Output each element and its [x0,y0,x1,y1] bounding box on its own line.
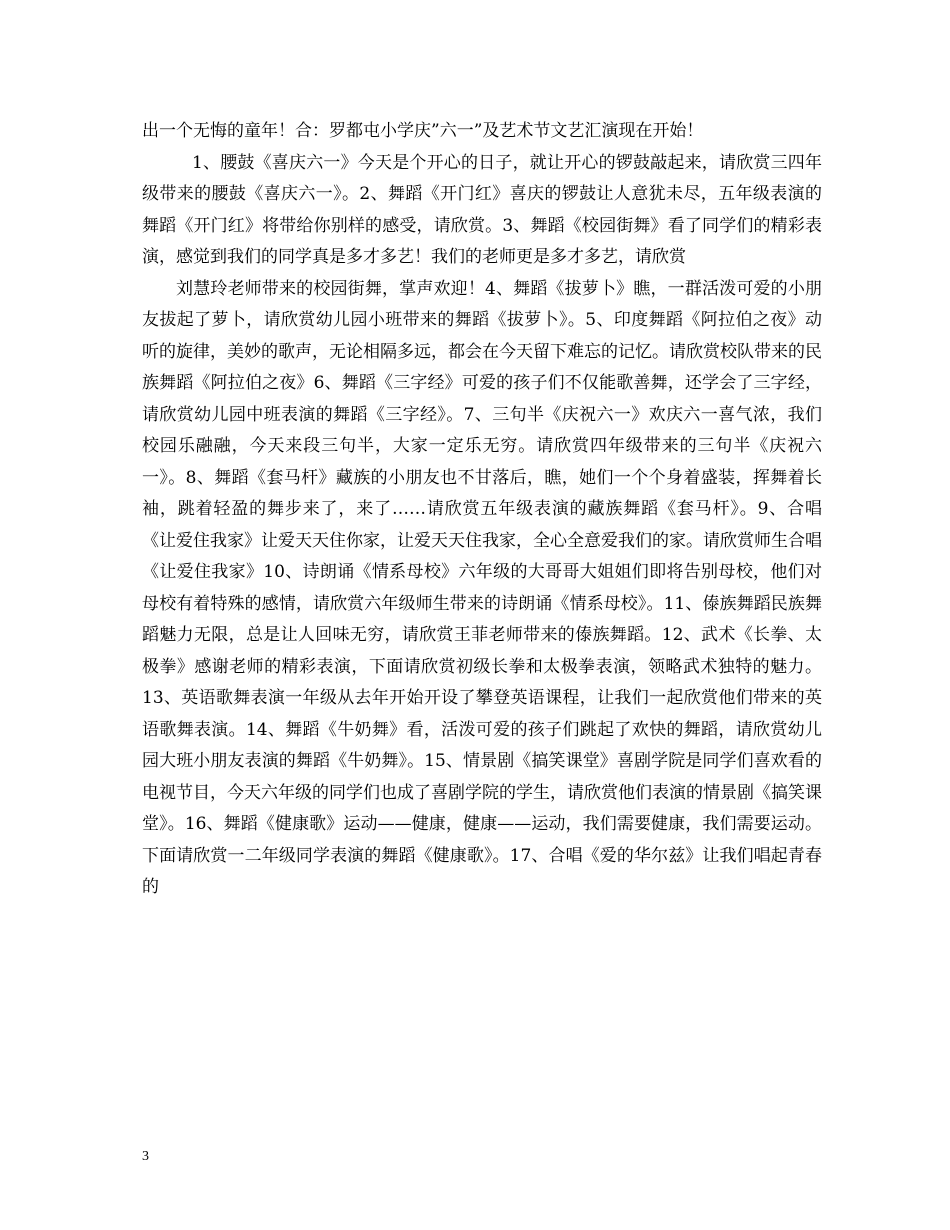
paragraph-program-1: 1、腰鼓《喜庆六一》今天是个开心的日子，就让开心的锣鼓敲起来，请欣赏三四年级带来的腰鼓《喜庆六一》。2、舞蹈《开门红》喜庆的锣鼓让人意犹未尽，五年级表演的舞蹈《开门红》将带给你别样的感受，请欣赏。3、舞蹈《校园街舞》看了同学们的精彩表演，感觉到我们的同学真是多才多艺！我们的老师更是多才多艺，请欣赏 [142,152,822,267]
paragraph-program-2: 刘慧玲老师带来的校园街舞，掌声欢迎！4、舞蹈《拔萝卜》瞧，一群活泼可爱的小朋友拔起了萝卜，请欣赏幼儿园小班带来的舞蹈《拔萝卜》。5、印度舞蹈《阿拉伯之夜》动听的旋律，美妙的歌声，无论相隔多远，都会在今天留下难忘的记忆。请欣赏校队带来的民族舞蹈《阿拉伯之夜》6、舞蹈《三字经》可爱的孩子们不仅能歌善舞，还学会了三字经，请欣赏幼儿园中班表演的舞蹈《三字经》。7、三句半《庆祝六一》欢庆六一喜气浓，我们校园乐融融，今天来段三句半，大家一定乐无穷。请欣赏四年级带来的三句半《庆祝六一》。8、舞蹈《套马杆》藏族的小朋友也不甘落后，瞧，她们一个个身着盛装，挥舞着长袖，跳着轻盈的舞步来了，来了……请欣赏五年级表演的藏族舞蹈《套马杆》。9、合唱《让爱住我家》让爱天天住你家，让爱天天住我家，全心全意爱我们的家。请欣赏师生合唱《让爱住我家》10、诗朗诵《情系母校》六年级的大哥哥大姐姐们即将告别母校，他们对母校有着特殊的感情，请欣赏六年级师生带来的诗朗诵《情系母校》。11、傣族舞蹈民族舞蹈魅力无限，总是让人回味无穷，请欣赏王菲老师带来的傣族舞蹈。12、武术《长拳、太极拳》感谢老师的精彩表演，下面请欣赏初级长拳和太极拳表演，领略武术独特的魅力。13、英语歌舞表演一年级从去年开始开设了攀登英语课程，让我们一起欣赏他们带来的英语歌舞表演。14、舞蹈《牛奶舞》看，活泼可爱的孩子们跳起了欢快的舞蹈，请欣赏幼儿园大班小朋友表演的舞蹈《牛奶舞》。15、情景剧《搞笑课堂》喜剧学院是同学们喜欢看的电视节目，今天六年级的同学们也成了喜剧学院的学生，请欣赏他们表演的情景剧《搞笑课堂》。16、舞蹈《健康歌》运动——健康，健康——运动，我们需要健康，我们需要运动。下面请欣赏一二年级同学表演的舞蹈《健康歌》。17、合唱《爱的华尔兹》让我们唱起青春的 [142,278,822,897]
body-text [142,116,822,904]
page-number: 3 [142,1149,149,1164]
paragraph-opening: 出一个无悔的童年！合：罗都屯小学庆”六一”及艺术节文艺汇演现在开始！ [142,121,704,141]
